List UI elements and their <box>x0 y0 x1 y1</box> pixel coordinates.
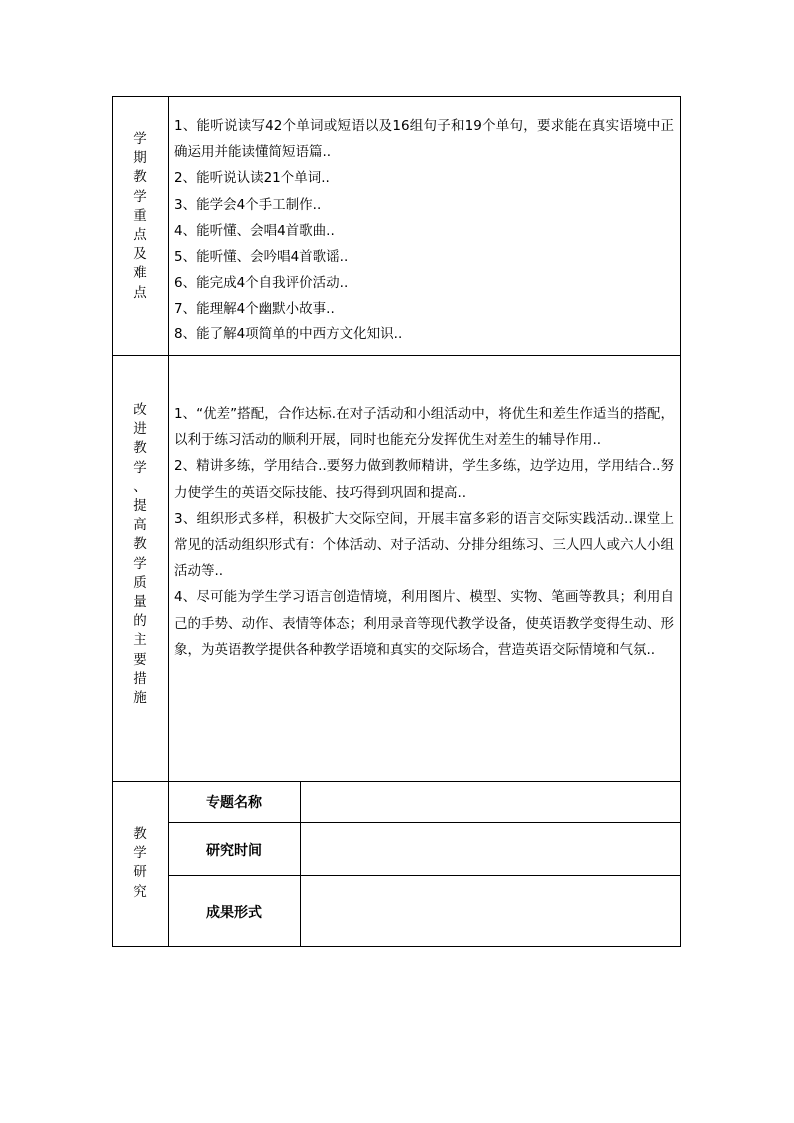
list-item: 4、能听懂、会唱4首歌曲.. <box>174 222 335 239</box>
list-item: 7、能理解4个幽默小故事.. <box>174 301 335 318</box>
list-item: 5、能听懂、会吟唱4首歌谣.. <box>174 249 349 266</box>
topic-name-label: 专题名称 <box>206 795 262 811</box>
measures-label: 改 进 教 学 、 提 高 教 学 质 量 的 主 要 措 施 <box>133 402 147 707</box>
key-points-label: 学 期 教 学 重 点 及 难 点 <box>133 131 147 301</box>
list-item: 2、精讲多练，学用结合..要努力做到教师精讲，学生多练，边学边用，学用结合..努力使学生的英语交际技能、技巧得到巩固和提高.. <box>174 458 674 501</box>
research-label: 教 学 研 究 <box>133 826 147 900</box>
list-item: 6、能完成4个自我评价活动.. <box>174 275 349 292</box>
list-item: 4、尽可能为学生学习语言创造情境，利用图片、模型、实物、笔画等教具；利用自己的手势、动作、表情等体态；利用录音等现代教学设备，使英语教学变得生动、形象，为英语教学提供各种教学语境和真实的交际场合，营造英语交际情境和气氛.. <box>174 589 674 658</box>
list-item: 8、能了解4项简单的中西方文化知识.. <box>174 325 403 342</box>
list-item: 1、能听说读写42个单词或短语以及16组句子和19个单句，要求能在真实语境中正确运用并能读懂简短语篇.. <box>174 118 674 161</box>
result-form-value <box>300 876 680 947</box>
key-points-content <box>174 113 674 345</box>
list-item: 3、能学会4个手工制作.. <box>174 196 322 213</box>
list-item: 3、组织形式多样，积极扩大交际空间，开展丰富多彩的语言交际实践活动..课堂上常见的活动组织形式有：个体活动、对子活动、分排分组练习、三人四人或六人小组活动等.. <box>174 510 674 580</box>
list-item: 1、“优差”搭配，合作达标.在对子活动和小组活动中，将优生和差生作适当的搭配，以利于练习活动的顺利开展，同时也能充分发挥优生对差生的辅导作用.. <box>174 406 674 449</box>
result-form-label: 成果形式 <box>206 905 262 921</box>
plan-table <box>112 96 681 947</box>
list-item: 2、能听说认读21个单词.. <box>174 170 330 187</box>
research-time-label: 研究时间 <box>206 843 262 859</box>
row-divider <box>112 355 681 356</box>
topic-name-value <box>300 782 680 822</box>
label-column-divider <box>168 96 169 947</box>
research-time-value <box>300 823 680 875</box>
measures-content <box>174 401 674 663</box>
